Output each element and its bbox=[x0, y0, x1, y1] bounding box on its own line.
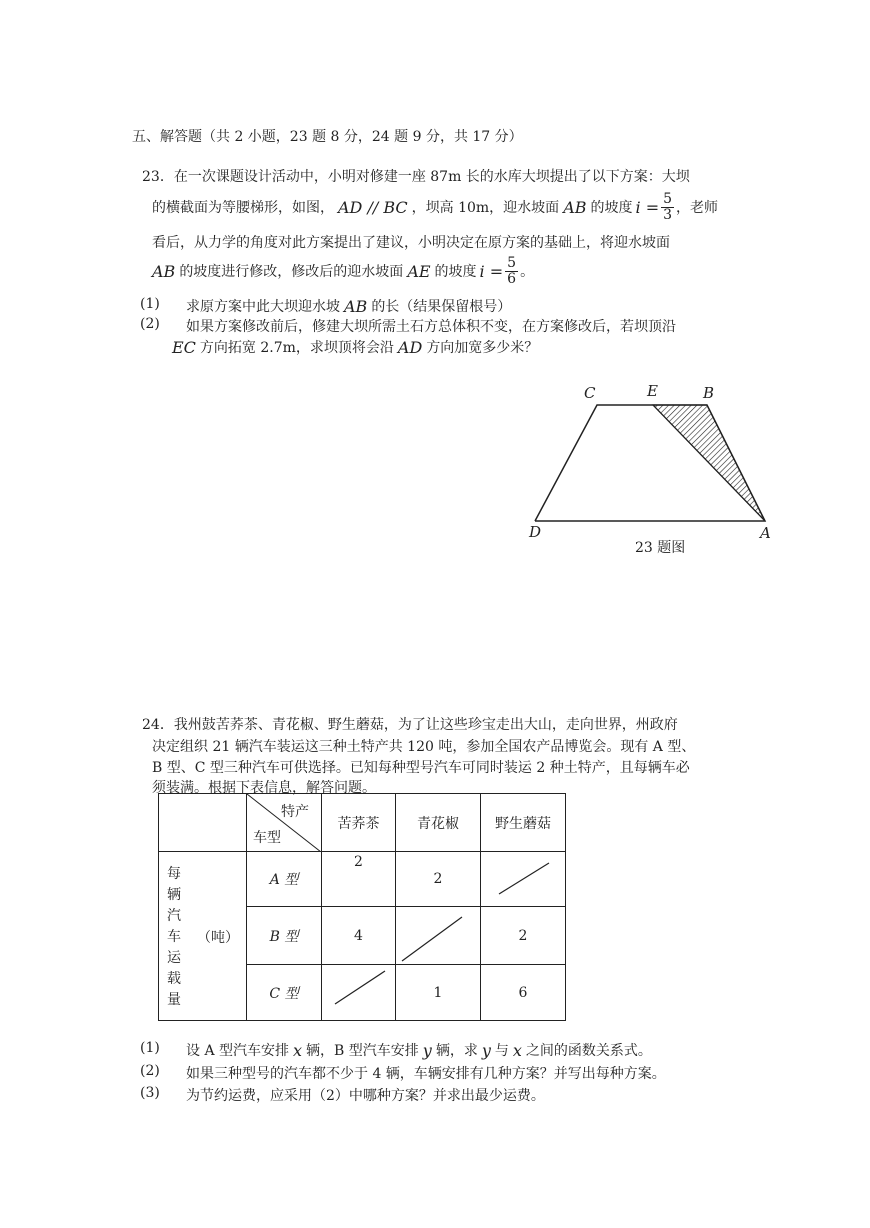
table-corner-empty bbox=[159, 794, 247, 852]
table-cell-crossed bbox=[396, 907, 481, 965]
q23-line4-i: i = bbox=[479, 261, 504, 281]
q23-sub2-line1: 如果方案修改前后，修建大坝所需土石方总体积不变，在方案修改后，若坝顶沿 bbox=[186, 319, 676, 335]
q23-sub2-ad: AD bbox=[397, 337, 423, 357]
q23-line4-a: 的坡度进行修改，修改后的迎水坡面 bbox=[179, 264, 404, 280]
table-cell: 1 bbox=[396, 965, 481, 1021]
q24-sub1-e: 之间的函数关系式。 bbox=[525, 1043, 652, 1059]
q24-sub1 bbox=[186, 1040, 652, 1060]
q24-sub1-y2: y bbox=[481, 1040, 491, 1060]
q23-sub2-ec: EC bbox=[172, 337, 196, 357]
q23-sub1-b: 的长（结果保留根号） bbox=[371, 299, 512, 315]
q23-sub2-line2 bbox=[172, 337, 538, 357]
q23-line4-b: 的坡度 bbox=[434, 264, 477, 280]
q23-fraction-2 bbox=[505, 256, 518, 286]
q23-line1: 23．在一次课题设计活动中，小明对修建一座 87m 长的水库大坝提出了以下方案：大坝 bbox=[142, 169, 690, 185]
row-type-label: B 型 bbox=[247, 907, 322, 965]
q24-sub2-number: (2) bbox=[140, 1063, 160, 1079]
row-type-label: A 型 bbox=[247, 852, 322, 907]
q23-ad-bc: AD // BC bbox=[338, 197, 408, 217]
table-cell: 2 bbox=[396, 852, 481, 907]
q23-sub2-b: 方向加宽多少米？ bbox=[426, 340, 539, 356]
q23-line2-c: 的坡度 bbox=[590, 200, 633, 216]
q23-line4 bbox=[152, 252, 534, 290]
q24-sub1-x2: x bbox=[512, 1040, 522, 1060]
label-d: D bbox=[529, 523, 542, 541]
table-header-row bbox=[159, 794, 566, 852]
q24-line1: 24．我州鼓苦荞茶、青花椒、野生蘑菇，为了让这些珍宝走出大山，走向世界，州政府 bbox=[142, 717, 678, 733]
q24-sub2: 如果三种型号的汽车都不少于 4 辆，车辆安排有几种方案？并写出每种方案。 bbox=[186, 1066, 666, 1082]
column-header: 青花椒 bbox=[396, 794, 481, 852]
row-label-char: 辆 bbox=[167, 887, 181, 903]
q23-sub1-ab: AB bbox=[344, 296, 368, 316]
q23-line2-b: ，坝高 10m，迎水坡面 bbox=[411, 200, 560, 216]
q23-sub2-number: (2) bbox=[140, 316, 160, 332]
q24-line4: 须装满。根据下表信息，解答问题。 bbox=[152, 780, 376, 796]
row-label-char: 汽 bbox=[167, 908, 181, 924]
header-specialty: 特产 bbox=[281, 804, 309, 820]
q23-ab: AB bbox=[563, 197, 587, 217]
label-e: E bbox=[647, 382, 658, 400]
dam-trapezoid-figure bbox=[520, 378, 790, 563]
frac2-numerator: 5 bbox=[507, 254, 517, 271]
row-label-char: 量 bbox=[167, 992, 181, 1008]
header-vehicle-type: 车型 bbox=[253, 830, 281, 846]
q24-sub1-b: 辆，B 型汽车安排 bbox=[306, 1043, 419, 1059]
figure-caption: 23 题图 bbox=[635, 540, 686, 556]
column-header: 苦荞茶 bbox=[322, 794, 396, 852]
q23-line2-a: 的横截面为等腰梯形，如图， bbox=[152, 200, 334, 216]
q23-fraction-1 bbox=[661, 192, 674, 222]
q24-sub1-number: (1) bbox=[140, 1040, 160, 1056]
label-a: A bbox=[760, 524, 771, 542]
cell-slash bbox=[322, 965, 395, 1021]
q23-sub1 bbox=[186, 296, 511, 316]
q24-sub1-x: x bbox=[293, 1040, 303, 1060]
row-group-label bbox=[159, 852, 247, 1021]
table-cell-crossed bbox=[322, 965, 396, 1021]
row-type-label: C 型 bbox=[247, 965, 322, 1021]
q24-sub1-a: 设 A 型汽车安排 bbox=[186, 1043, 290, 1059]
q24-sub1-y: y bbox=[422, 1040, 432, 1060]
frac1-denominator: 3 bbox=[663, 206, 673, 223]
q23-line4-ae: AE bbox=[407, 261, 431, 281]
cargo-table bbox=[158, 793, 566, 1021]
row-label-char: 运 bbox=[167, 950, 181, 966]
q23-line2-d: ，老师 bbox=[676, 200, 719, 216]
table-cell: 6 bbox=[481, 965, 566, 1021]
q23-sub2-a: 方向拓宽 2.7m，求坝顶将会沿 bbox=[199, 340, 394, 356]
frac2-denominator: 6 bbox=[507, 270, 517, 287]
table-cell-crossed bbox=[481, 852, 566, 907]
table-cell: 2 bbox=[481, 907, 566, 965]
table-cell: 2 bbox=[322, 852, 396, 907]
row-label-unit: （吨） bbox=[197, 930, 239, 946]
label-c: C bbox=[584, 384, 596, 402]
q24-sub1-d: 与 bbox=[494, 1043, 509, 1059]
table-cell: 4 bbox=[322, 907, 396, 965]
row-label-vertical bbox=[167, 864, 181, 1011]
frac1-numerator: 5 bbox=[663, 190, 673, 207]
q23-line2 bbox=[152, 190, 718, 224]
q23-sub1-number: (1) bbox=[140, 296, 160, 312]
q24-sub3: 为节约运费，应采用（2）中哪种方案？并求出最少运费。 bbox=[186, 1088, 545, 1104]
q23-line4-ab: AB bbox=[152, 261, 176, 281]
label-b: B bbox=[703, 384, 715, 402]
q23-sub1-a: 求原方案中此大坝迎水坡 bbox=[186, 299, 340, 315]
row-label-char: 车 bbox=[167, 929, 181, 945]
q23-line4-end: 。 bbox=[520, 264, 535, 280]
q24-sub1-c: 辆，求 bbox=[435, 1043, 478, 1059]
q23-line3: 看后，从力学的角度对此方案提出了建议，小明决定在原方案的基础上，将迎水坡面 bbox=[152, 235, 670, 251]
table-diagonal-header bbox=[247, 794, 322, 852]
table-row bbox=[159, 852, 566, 907]
q24-sub3-number: (3) bbox=[140, 1085, 160, 1101]
cell-slash bbox=[396, 907, 480, 965]
column-header: 野生蘑菇 bbox=[481, 794, 566, 852]
row-label-char: 载 bbox=[167, 971, 181, 987]
section-header: 五、解答题（共 2 小题，23 题 8 分，24 题 9 分，共 17 分） bbox=[132, 129, 523, 145]
q24-line3: B 型、C 型三种汽车可供选择。已知每种型号汽车可同时装运 2 种土特产，且每辆车必 bbox=[152, 760, 690, 776]
row-label-char: 每 bbox=[167, 866, 181, 882]
q24-line2: 决定组织 21 辆汽车装运这三种土特产共 120 吨，参加全国农产品博览会。现有 A 型、 bbox=[152, 739, 696, 755]
q23-i: i = bbox=[635, 197, 660, 217]
cell-slash bbox=[481, 852, 565, 907]
